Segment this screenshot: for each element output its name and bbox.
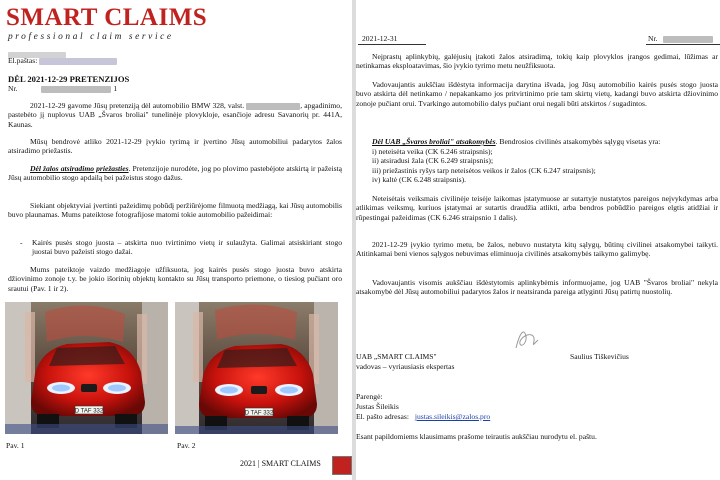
photo-caption-2: Pav. 2 [177, 441, 196, 450]
car-photo-2-image [175, 302, 338, 434]
damage-bullet: - Kairės pusės stogo juosta – atskirta nuo tvirtinimo vietų ir sulaužyta. Galimai atsiskiriant stogo juostai buvo pažeisti stogo dažai. [20, 238, 342, 257]
list-item: iv) kaltė (CK 6.248 straipsnis). [372, 174, 467, 184]
list-item: i) neteisėta veika (CK 6.246 straipsnis); [372, 147, 493, 156]
paragraph-conclusion: Vadovaujantis aukščiau išdėstyta informacija darytina išvada, jog Jūsų automobilio kairės pusės stogo juosta buvo atskirta dėl netinkamo / nepakankamo jos pritvirtinimo prie tam skirtų vietų, kadangi buvo atskirta džiovinimo zonoje pučiant orui. Tvarkingo automobilio dalys pučiant orui negali būti atskirtos / sugadintos. [356, 80, 718, 108]
company-name: UAB „SMART CLAIMS" [356, 352, 437, 361]
photo-caption-1: Pav. 1 [6, 441, 25, 450]
prepared-by-label: Parengė: [356, 392, 383, 401]
heading-liability: Dėl UAB „Švaros broliai" atsakomybės [372, 137, 496, 146]
list-item: ii) atsiradusi žala (CK 6.249 straipsnis); [372, 156, 494, 166]
paragraph-unlawful-actions: Neteisėtais veiksmais civilinėje teisėje laikomas įstatymuose ar sutartyje nustatytos pareigos neįvykdymas arba atlikimas veiksmų, kuriuos įstatymai ar sutartis draudžia atlikti, arba bendros pobūdžio pareigos elgtis atidžiai ir rūpestingai pažeidimas (CK 6.246 straipsnio 1 dalis). [356, 194, 718, 222]
paragraph-no-circumstances: Neįprastų aplinkybių, galėjusių įtakoti žalos atsiradimą, tokių kaip plovyklos įrangos gedimai, lūžimas ar netinkamas eksploatavimas, šio įvykio tyrimo metu neužfiksuota. [356, 52, 718, 71]
prepared-by-name: Justas Šileikis [356, 402, 399, 411]
paragraph-final-decision: Vadovaujantis visomis aukščiau išdėstytomis aplinkybėmis informuojame, jog UAB "Švaros broliai" nekyla atsakomybė dėl Jūsų automobiliui padarytos žalos ir neatsiranda pareiga atlyginti Jūsų patirtų nuostolių. [356, 278, 718, 297]
paragraph-liability-heading: Dėl UAB „Švaros broliai" atsakomybės. Bendrosios civilinės atsakomybės sąlygų visetas yra: [372, 137, 661, 146]
car-photo-1 [5, 302, 168, 434]
liability-conditions-list [372, 147, 712, 184]
subject-line: DĖL 2021-12-29 PRETENZIJOS [8, 74, 130, 84]
email-link[interactable]: justas.sileikis@zalos.pro [414, 412, 491, 421]
nr-underline [646, 44, 720, 45]
license-plate-1: D TAF 332 [74, 408, 104, 415]
license-plate-2: D TAF 332 [244, 410, 274, 417]
letter-page-1 [0, 0, 352, 480]
page-footer: 2021 | SMART CLAIMS [240, 459, 321, 468]
paragraph-cause: Dėl žalos atsiradimo priežasties. Pretenzijoje nurodėte, jog po plovimo pastebėjote atskirtą ir pažeistą Jūsų automobilio stogo apdailą bei pažeistus stogo dažus. [8, 164, 342, 183]
recipient-email: El.paštas: [8, 56, 117, 65]
car-photo-2 [175, 302, 338, 434]
closing-note: Esant papildomiems klausimams prašome teirautis aukščiau nurodytu el. paštu. [356, 432, 597, 441]
paragraph-investigation: Mūsų bendrovė atliko 2021-12-29 įvykio tyrimą ir įvertino Jūsų automobiliui padarytos žalos atsiradimo priežastis. [8, 137, 342, 156]
car-photo-1-image [5, 302, 168, 434]
brand-logo: SMART CLAIMS [6, 4, 208, 31]
footer-page-marker [332, 456, 352, 475]
letter-date: 2021-12-31 [362, 34, 398, 43]
list-item: iii) priežastinis ryšys tarp neteisėtos veikos ir žalos (CK 6.247 straipsnis); [372, 165, 596, 175]
letter-page-2 [356, 0, 720, 480]
signer-role: vadovas – vyriausiasis ekspertas [356, 362, 455, 371]
signer-name: Saulius Tiškevičius [570, 352, 629, 361]
heading-cause: Dėl žalos atsiradimo priežasties [30, 164, 129, 173]
brand-tagline: professional claim service [8, 32, 174, 42]
reference-number-2: Nr. [648, 34, 713, 43]
email-line: El. pašto adresas: justas.sileikis@zalos.pro [356, 412, 491, 421]
paragraph-investigation-result: 2021-12-29 įvykio tyrimo metu, be žalos, nebuvo nustatyta kitų sąlygų, būtinų civilinei atsakomybei taikyti. Atitinkamai beni vienos sąlygos nebuvimas eliminuoja civilinės atsakomybės taikymo galimybę. [356, 240, 718, 259]
date-underline [358, 44, 426, 45]
reference-number: Nr. 1 [8, 84, 118, 93]
paragraph-evidence: Siekiant objektyviai įvertinti pažeidimų pobūdį peržiūrėjome filmuotą medžiagą, kai Jūsų automobilis buvo plaunamas. Mums pateiktose fotografijose matomi tokie automobilio pažeidimai: [8, 201, 342, 220]
paragraph-video: Mums pateiktoje vaizdo medžiagoje užfiksuota, jog kairės pusės stogo juosta buvo atskirta džiovinimo zonoje t.y. be jokio išorinių objektų kontakto su Jūsų transporto priemone, o tiesiog pučiant oro srautui (Pav. 1 ir 2). [8, 265, 342, 293]
signature-mark [510, 326, 544, 354]
paragraph-claim-received: 2021-12-29 gavome Jūsų pretenziją dėl automobilio BMW 328, valst. , apgadinimo, pastebėto jį nuplovus UAB „Švaros broliai" tunelinėje plovykloje, esančioje adresu Savanorių pr. 441A, Kaunas. [8, 101, 343, 129]
